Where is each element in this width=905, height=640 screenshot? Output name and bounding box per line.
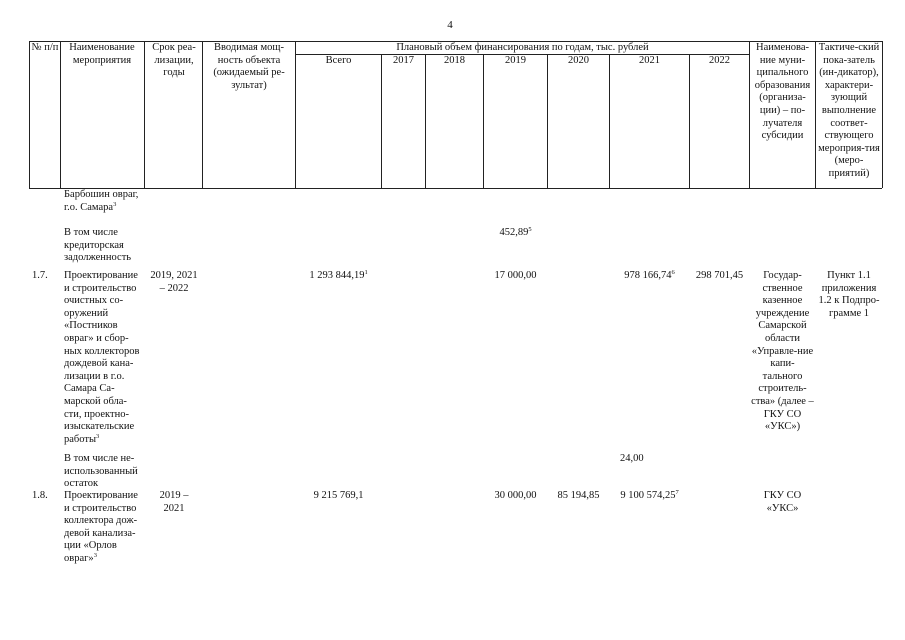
header-year-2018: 2018 <box>444 55 465 66</box>
sub1-2019-value: 452,89$^5$ <box>499 226 532 238</box>
row-1-8-num: 1.8. <box>32 490 48 501</box>
header-year-2017: 2017 <box>393 55 414 66</box>
header-year-2021: 2021 <box>639 55 660 66</box>
row-1-7-total: 1 293 844,19$^1$ <box>309 269 368 281</box>
header-capacity: Вводимая мощ-ность объекта (ожидаемый ре-зультат) <box>213 42 285 91</box>
page-number: 4 <box>447 19 453 31</box>
header-num: № п/п <box>31 42 59 53</box>
row-1-7-org: Государ-ственное казенное учреждение Самарской области «Управле-ние капи-тального строитель-ства» (далее – ГКУ СО «УКС») <box>751 270 814 433</box>
row-1-8-name: Проектирование и строительство коллектора дож-девой канализа-ции «Орлов овраг»$^3$ <box>64 490 138 564</box>
cont-row-name: Барбошин овраг, г.о. Самара$^3$ <box>64 189 139 213</box>
row-1-7-2019: 17 000,00 <box>494 270 537 281</box>
row-1-7-2022: 298 701,45 <box>695 270 744 281</box>
row-1-7-term: 2019, 2021 – 2022 <box>150 270 198 294</box>
header-indicator: Тактиче-ский пока-затель (ин-дикатор), характери-зующий выполнение соответ-ствующего мероприя-тия (меро-приятий) <box>818 42 880 179</box>
row-1-8-2019: 30 000,00 <box>494 490 537 501</box>
sub2-label: В том числе не-использованный остаток <box>64 453 138 490</box>
header-year-2022: 2022 <box>709 55 730 66</box>
header-municipality: Наименова-ние муни-ципального образования (организа-ции) – по-лучателя субсидии <box>754 42 811 142</box>
row-1-7-2021: 978 166,74$^6$ <box>624 269 675 281</box>
header-year-2020: 2020 <box>568 55 589 66</box>
header-term: Срок реа-лизации, годы <box>152 42 196 79</box>
sub1-label: В том числе кредиторская задолженность <box>64 227 132 264</box>
row-1-7-name: Проектирование и строительство очистных со-оружений «Постников овраг» и сбор-ных коллекторов дождевой кана-лизации в г.о. Самара Са-марской обла-сти, проектно-изыскательские работы$^3$ <box>64 270 140 445</box>
sub2-2021-value: 24,00 <box>620 453 644 464</box>
row-1-7-num: 1.7. <box>32 270 48 281</box>
row-1-8-org: ГКУ СО «УКС» <box>763 490 802 514</box>
row-1-8-2021: 9 100 574,25$^7$ <box>620 489 679 501</box>
header-name: Наименование мероприятия <box>69 42 135 66</box>
header-funding: Плановый объем финансирования по годам, тыс. рублей <box>396 42 649 53</box>
row-1-8-2020: 85 194,85 <box>557 490 600 501</box>
header-total: Всего <box>325 55 352 66</box>
row-1-8-term: 2019 – 2021 <box>159 490 189 514</box>
row-1-7-indicator: Пункт 1.1 приложения 1.2 к Подпро-грамме 1 <box>818 270 880 319</box>
row-1-8-total: 9 215 769,1 <box>313 490 364 501</box>
header-year-2019: 2019 <box>505 55 526 66</box>
